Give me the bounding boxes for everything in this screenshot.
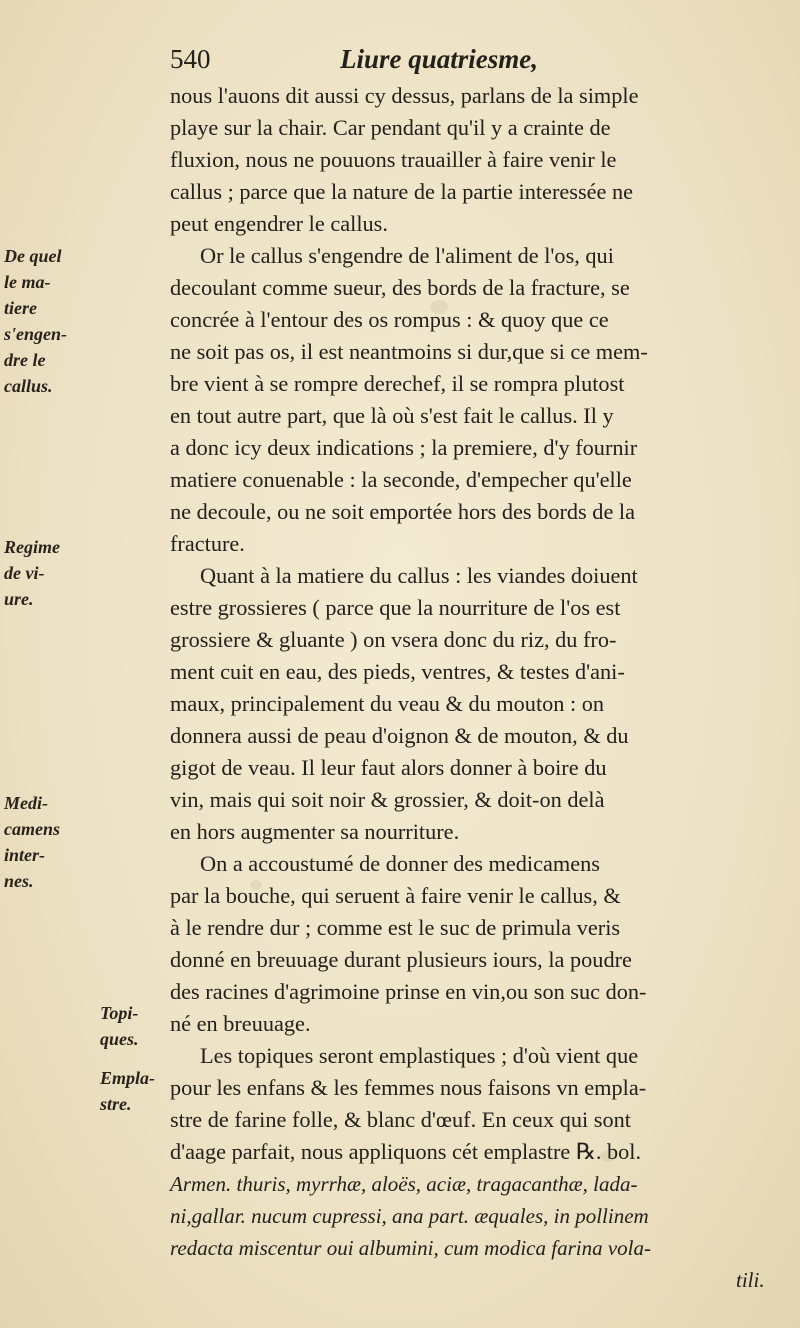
text-line: par la bouche, qui seruent à faire venir le callus, & bbox=[170, 883, 621, 908]
text-line: ne soit pas os, il est neantmoins si dur,que si ce mem- bbox=[170, 339, 648, 364]
margin-note-topiques: Topi- ques. bbox=[100, 1003, 139, 1049]
text-line: Quant à la matiere du callus : les viandes doiuent bbox=[200, 563, 638, 588]
text-line: fracture. bbox=[170, 531, 245, 556]
text-line: d'aage parfait, nous appliquons cét emplastre ℞. bol. bbox=[170, 1139, 642, 1164]
text-line: redacta miscentur oui albumini, cum modica farina vola- bbox=[170, 1236, 651, 1260]
text-line: decoulant comme sueur, des bords de la fracture, se bbox=[170, 275, 630, 300]
text-line: Les topiques seront emplastiques ; d'où vient que bbox=[200, 1043, 639, 1068]
text-line: gigot de veau. Il leur faut alors donner à boire du bbox=[170, 755, 607, 780]
margin-note-emplastre: Empla- stre. bbox=[100, 1068, 156, 1114]
text-line: matiere conuenable : la seconde, d'empecher qu'elle bbox=[170, 467, 632, 492]
text-line: vin, mais qui soit noir & grossier, & doit-on delà bbox=[170, 787, 605, 812]
text-line: né en breuuage. bbox=[170, 1011, 311, 1036]
text-line: grossiere & gluante ) on vsera donc du riz, du fro- bbox=[170, 627, 617, 652]
text-line: Or le callus s'engendre de l'aliment de l'os, qui bbox=[200, 243, 614, 268]
running-title: Liure quatriesme, bbox=[340, 44, 539, 74]
text-line: Armen. thuris, myrrhæ, aloës, aciæ, tragacanthæ, lada- bbox=[170, 1172, 638, 1196]
text-line: bre vient à se rompre derechef, il se rompra plutost bbox=[170, 371, 625, 396]
text-line: des racines d'agrimoine prinse en vin,ou son suc don- bbox=[170, 979, 647, 1004]
text-line: concrée à l'entour des os rompus : & quoy que ce bbox=[170, 307, 609, 332]
page-header bbox=[0, 40, 800, 80]
text-line: tili. bbox=[736, 1268, 765, 1292]
margin-note-medicamens: Medi- camens inter- nes. bbox=[4, 793, 60, 891]
text-line: en tout autre part, que là où s'est fait le callus. Il y bbox=[170, 403, 614, 428]
text-line: peut engendrer le callus. bbox=[170, 211, 388, 236]
page-number: 540 bbox=[170, 44, 211, 74]
text-line: en hors augmenter sa nourriture. bbox=[170, 819, 460, 844]
text-line: pour les enfans & les femmes nous faisons vn empla- bbox=[170, 1075, 647, 1100]
text-line: fluxion, nous ne pouuons trauailler à faire venir le bbox=[170, 147, 617, 172]
text-line: ne decoule, ou ne soit emportée hors des bords de la bbox=[170, 499, 636, 524]
text-line: donné en breuuage durant plusieurs iours, la poudre bbox=[170, 947, 632, 972]
text-line: donnera aussi de peau d'oignon & de mouton, & du bbox=[170, 723, 629, 748]
text-line: a donc icy deux indications ; la premiere, d'y fournir bbox=[170, 435, 638, 460]
text-line: nous l'auons dit aussi cy dessus, parlans de la simple bbox=[170, 83, 639, 108]
text-line: On a accoustumé de donner des medicamens bbox=[200, 851, 600, 876]
text-line: ni,gallar. nucum cupressi, ana part. æquales, in pollinem bbox=[170, 1204, 649, 1228]
text-line: stre de farine folle, & blanc d'œuf. En ceux qui sont bbox=[170, 1107, 631, 1132]
text-line: playe sur la chair. Car pendant qu'il y a crainte de bbox=[170, 115, 611, 140]
margin-note-regime: Regime de vi- ure. bbox=[4, 537, 60, 609]
text-line: maux, principalement du veau & du mouton : on bbox=[170, 691, 605, 716]
text-line: callus ; parce que la nature de la partie interessée ne bbox=[170, 179, 634, 204]
text-line: ment cuit en eau, des pieds, ventres, & testes d'ani- bbox=[170, 659, 625, 684]
text-line: à le rendre dur ; comme est le suc de primula veris bbox=[170, 915, 621, 940]
text-line: estre grossieres ( parce que la nourriture de l'os est bbox=[170, 595, 621, 620]
margin-note-callus: De quel le ma- tiere s'engen- dre le callus. bbox=[4, 246, 67, 396]
